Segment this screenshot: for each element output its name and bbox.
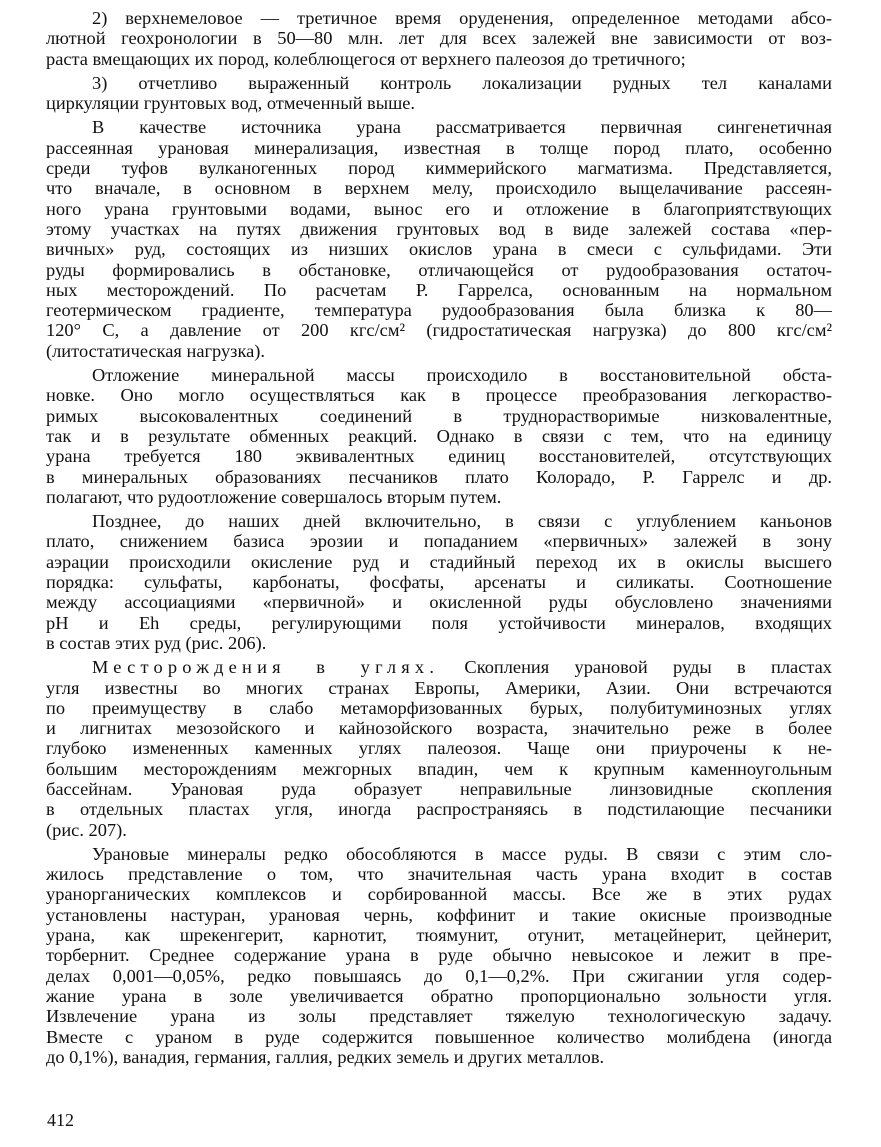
paragraph-p3 (46, 117, 832, 361)
paragraph-p4 (46, 365, 832, 507)
text-line: торбернит. Среднее содержание урана в руде обычно невысокое и лежит в пре- (46, 945, 832, 966)
text-line: уранорганических комплексов и сорбированной массы. Все же в этих рудах (46, 884, 832, 905)
text-line: бассейнам. Урановая руда образует неправильные линзовидные скопления (46, 778, 832, 799)
paragraph-p2 (46, 73, 832, 114)
text-line: 3) отчетливо выраженный контроль локализации рудных тел каналами (92, 72, 832, 93)
text-line: делах 0,001—0,05%, редко повышаясь до 0,1—0,2%. При сжигании угля содер- (46, 965, 832, 986)
text-line: порядка: сульфаты, карбонаты, фосфаты, арсенаты и силикаты. Соотношение (46, 572, 832, 593)
text-line: в состав этих руд (рис. 206). (46, 632, 267, 653)
text-line: руды формировались в обстановке, отличающейся от рудообразования остаточ- (46, 259, 832, 280)
text-line: геотермическом градиенте, температура рудообразования была близка к 80— (46, 300, 832, 321)
text-line: 120° С, а давление от 200 кгс/см² (гидростатическая нагрузка) до 800 кгс/см² (46, 320, 832, 341)
text-line: установлены настуран, урановая чернь, коффинит и такие окисные производные (46, 904, 832, 925)
text-line: рассеянная урановая минерализация, известная в толще пород плато, особенно (46, 137, 832, 158)
text-line: Отложение минеральной массы происходило в восстановительной обста- (92, 365, 832, 386)
text-line: Вместе с ураном в руде содержится повышенное количество молибдена (иногда (46, 1026, 832, 1047)
text-line: и лигнитах мезозойского и кайнозойского возраста, значительно реже в более (46, 718, 832, 739)
text-line: Позднее, до наших дней включительно, в связи с углублением каньонов (92, 511, 832, 532)
text-line: раста вмещающих их пород, колеблющегося от верхнего палеозоя до третичного; (46, 48, 686, 69)
text-line: большим месторождениям межгорных впадин, чем к крупным каменноугольным (46, 758, 832, 779)
paragraph-p5 (46, 511, 832, 653)
text-line: урана, как шрекенгерит, карнотит, тюямунит, отунит, метацейнерит, цейнерит, (46, 925, 832, 946)
text-line: глубоко измененных каменных углях палеозоя. Чаще они приурочены к не- (46, 738, 832, 759)
text-line: лютной геохронологии в 50—80 млн. лет для всех залежей вне зависимости от воз- (46, 28, 832, 49)
text-line: этому участках на путях движения грунтовых вод в виде залежей состава «пер- (46, 218, 832, 239)
section-heading: Месторождения в углях. (92, 657, 440, 678)
text-line: среди туфов вулканогенных пород киммерийского магматизма. Представляется, (46, 158, 832, 179)
text-line: ного урана грунтовыми водами, вынос его и отложение в благоприятствующих (46, 198, 832, 219)
text-line: урана требуется 180 эквивалентных единиц восстановителей, отсутствующих (46, 446, 832, 467)
paragraph-p7 (46, 844, 832, 1067)
text-line: до 0,1%), ванадия, германия, галлия, редких земель и других металлов. (46, 1046, 605, 1067)
text-line (46, 657, 832, 677)
text-line: римых высоковалентных соединений в труднорастворимые низковалентные, (46, 405, 832, 426)
text-line: аэрации происходили окисление руд и стадийный переход их в окислы высшего (46, 551, 832, 572)
paragraph-p6 (46, 657, 832, 840)
text-line: (рис. 207). (46, 819, 127, 840)
text-line: что вначале, в основном в верхнем мелу, происходило выщелачивание рассеян- (46, 178, 832, 199)
text-line: ных месторождений. По расчетам Р. Гаррелса, основанным на нормальном (46, 279, 832, 300)
text-line: pH и Eh среды, регулирующими поля устойчивости минералов, входящих (46, 612, 832, 633)
text-line: по преимуществу в слабо метаморфизованных бурых, полубитуминозных углях (46, 697, 832, 718)
page-number: 412 (47, 1110, 74, 1130)
text-line: так и в результате обменных реакций. Однако в связи с тем, что на единицу (46, 425, 832, 446)
text-line: новке. Оно могло осуществляться как в процессе преобразования легкораство- (46, 385, 832, 406)
text-line: полагают, что рудоотложение совершалось вторым путем. (46, 486, 502, 507)
text-line: Урановые минералы редко обособляются в массе руды. В связи с этим сло- (92, 843, 832, 864)
text-line: между ассоциациями «первичной» и окисленной руды обусловлено значениями (46, 592, 832, 613)
text-line: жание урана в золе увеличивается обратно пропорционально зольности угля. (46, 985, 832, 1006)
text-line: в минеральных образованиях песчаников плато Колорадо, Р. Гаррелс и др. (46, 466, 832, 487)
text-line: Извлечение урана из золы представляет тяжелую технологическую задачу. (46, 1006, 832, 1027)
text-line: 2) верхнемеловое — третичное время оруденения, определенное методами абсо- (92, 8, 832, 28)
text-line: циркуляции грунтовых вод, отмеченный выше. (46, 93, 416, 114)
text-line-rest: Скопления урановой руды в пластах (439, 657, 832, 678)
text-line: угля известны во многих странах Европы, Америки, Азии. Они встречаются (46, 677, 832, 698)
page-body (46, 8, 832, 1067)
paragraph-p1 (46, 8, 832, 69)
text-line: жилось представление о том, что значительная часть урана входит в состав (46, 864, 832, 885)
text-line: вичных» руд, состоящих из низших окислов урана в смеси с сульфидами. Эти (46, 239, 832, 260)
text-line: (литостатическая нагрузка). (46, 340, 265, 361)
text-line: в отдельных пластах угля, иногда распространяясь в подстилающие песчаники (46, 799, 832, 820)
text-line: плато, снижением базиса эрозии и попаданием «первичных» залежей в зону (46, 531, 832, 552)
text-line: В качестве источника урана рассматривается первичная сингенетичная (92, 117, 832, 138)
